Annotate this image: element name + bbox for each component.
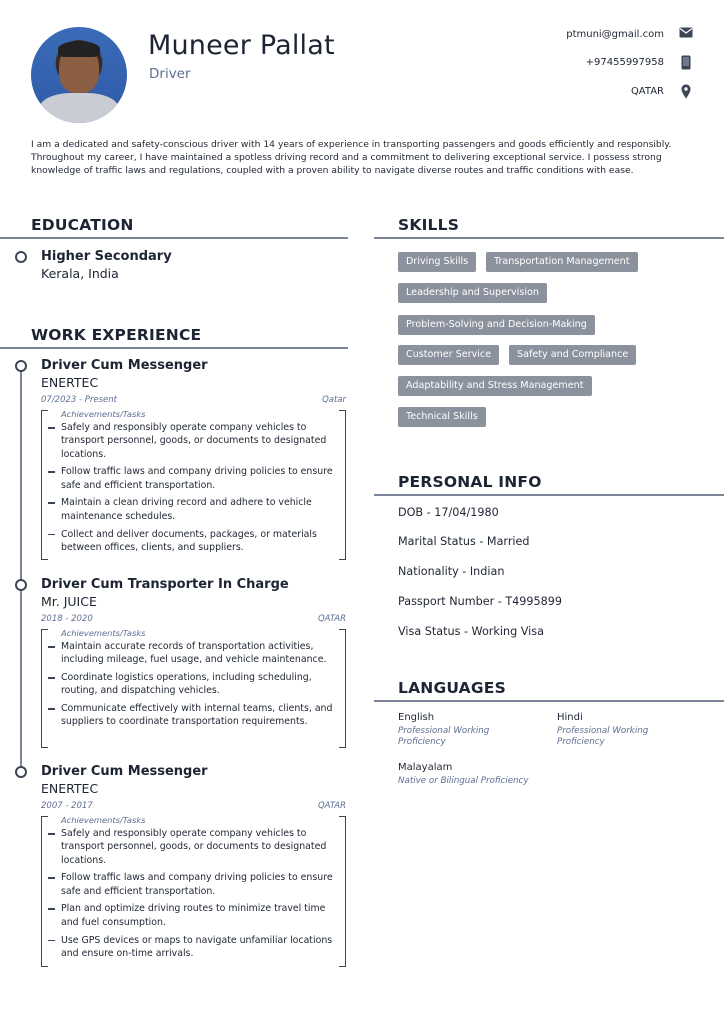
job-bullet [15,579,27,591]
skill-chip: Adaptability and Stress Management [398,376,592,396]
task-list [48,640,340,733]
tasks-bracket-left [41,410,48,560]
skill-chip: Safety and Compliance [509,345,636,365]
list-item: Maintain accurate records of transportation activities, including mileage, fuel usage, and vehicle maintenance. [48,640,340,667]
personal-info-rule [374,494,724,496]
achievements-label: Achievements/Tasks [61,815,146,825]
education-title: Higher Secondary [41,249,172,264]
skill-chip: Transportation Management [486,252,638,272]
achievements-label: Achievements/Tasks [61,628,146,638]
job-company: ENERTEC [41,781,99,796]
job-company: ENERTEC [41,375,99,390]
list-item: Safely and responsibly operate company vehicles to transport personnel, goods, or documents to designated locations. [48,421,340,461]
skill-chip: Problem-Solving and Decision-Making [398,315,595,335]
list-item: Maintain a clean driving record and adhere to vehicle maintenance schedules. [48,496,340,523]
dob-text: DOB - 17/04/1980 [398,506,499,519]
profile-summary: I am a dedicated and safety-conscious driver with 14 years of experience in transporting passengers and goods efficiently and responsibly. Throughout my career, I have maintained a spotless driving record and a commitment to delivering exceptional service. I possess strong knowledge of traffic laws and regulations, coupled with a proven ability to navigate diverse routes and traffic conditions with ease. [31,139,672,177]
education-bullet [15,251,27,263]
work-timeline [20,370,22,772]
job-location: QATAR [317,801,346,811]
skill-chip: Customer Service [398,345,499,365]
skills-rule [374,237,724,239]
language-level: Native or Bilingual Proficiency [398,776,529,786]
job-dates: 2018 - 2020 [41,614,93,624]
envelope-icon [679,27,693,41]
tasks-bracket-right [339,629,346,748]
task-list [48,421,340,559]
location-text: QATAR [630,86,664,97]
education-rule [0,237,348,239]
job-company: Mr. JUICE [41,594,97,609]
list-item: Communicate effectively with internal teams, clients, and suppliers to coordinate transportation requirements. [48,702,340,729]
tasks-bracket-right [339,410,346,560]
language-name: Malayalam [398,762,453,773]
job-location: QATAR [317,614,346,624]
skill-chip: Technical Skills [398,407,486,427]
skill-chip: Leadership and Supervision [398,283,547,303]
language-name: Hindi [557,712,583,723]
tasks-bracket-left [41,629,48,748]
education-place: Kerala, India [41,266,119,281]
profile-photo [31,27,127,123]
job-dates: 2007 - 2017 [41,801,93,811]
list-item: Use GPS devices or maps to navigate unfamiliar locations and ensure on-time arrivals. [48,934,340,961]
marital-status-text: Marital Status - Married [398,535,530,548]
phone-icon [679,55,693,69]
list-item: Follow traffic laws and company driving policies to ensure safe and efficient transportation. [48,465,340,492]
job-location: Qatar [322,395,346,405]
tasks-bracket-left [41,816,48,967]
skills-heading: SKILLS [398,216,460,234]
list-item: Plan and optimize driving routes to minimize travel time and fuel consumption. [48,902,340,929]
list-item: Collect and deliver documents, packages, or materials between offices, clients, and suppliers. [48,528,340,555]
nationality-text: Nationality - Indian [398,565,505,578]
list-item: Safely and responsibly operate company vehicles to transport personnel, goods, or documents to designated locations. [48,827,340,867]
location-pin-icon [679,84,693,98]
work-rule [0,347,348,349]
job-bullet [15,360,27,372]
job-bullet [15,766,27,778]
language-level: Professional Working Proficiency [557,726,649,747]
job-dates: 07/2023 - Present [41,395,118,405]
list-item: Coordinate logistics operations, including scheduling, routing, and dispatching vehicles. [48,671,340,698]
job-title: Driver Cum Messenger [41,764,208,779]
job-title: Driver Cum Messenger [41,358,208,373]
phone-text[interactable]: +97455997958 [585,57,664,68]
email-text[interactable]: ptmuni@gmail.com [566,29,664,40]
visa-status-text: Visa Status - Working Visa [398,625,544,638]
skill-chip: Driving Skills [398,252,476,272]
education-heading: EDUCATION [31,216,134,234]
candidate-role: Driver [149,66,191,82]
candidate-name: Muneer Pallat [148,30,335,61]
languages-heading: LANGUAGES [398,679,506,697]
job-title: Driver Cum Transporter In Charge [41,577,289,592]
language-name: English [398,712,435,723]
work-heading: WORK EXPERIENCE [31,326,202,344]
task-list [48,827,340,965]
languages-rule [374,700,724,702]
language-level: Professional Working Proficiency [398,726,490,747]
list-item: Follow traffic laws and company driving policies to ensure safe and efficient transportation. [48,871,340,898]
tasks-bracket-right [339,816,346,967]
personal-info-heading: PERSONAL INFO [398,473,542,491]
passport-text: Passport Number - T4995899 [398,595,562,608]
achievements-label: Achievements/Tasks [61,409,146,419]
